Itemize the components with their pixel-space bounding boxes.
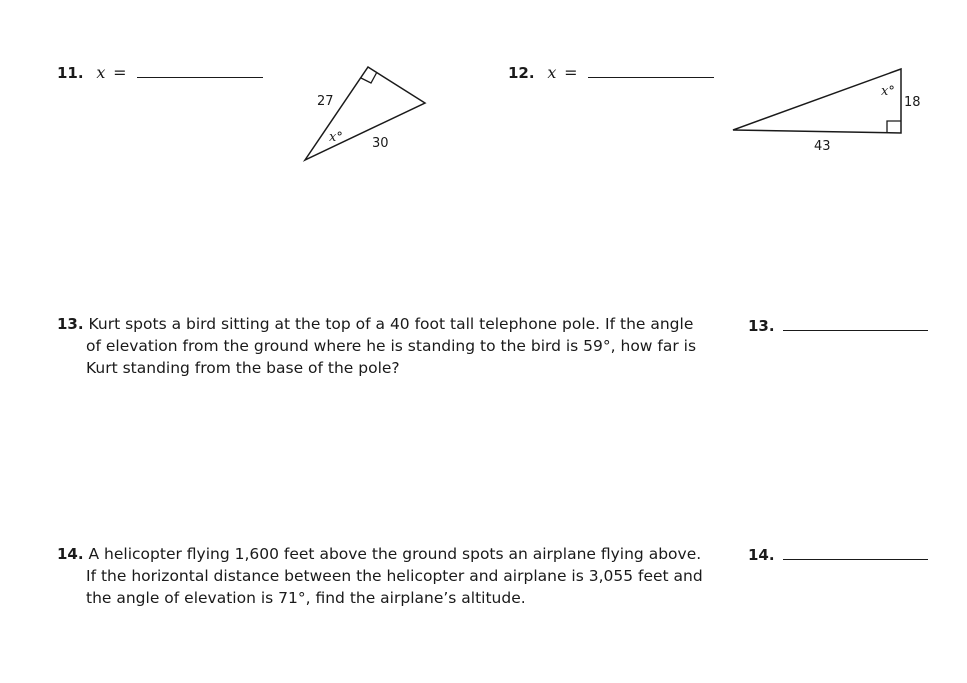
problem-12-number: 12. [508,64,535,82]
problem-11-equals: = [113,63,127,82]
problem-14-answer-label: 14. [748,546,775,564]
problem-13-text: Kurt spots a bird sitting at the top of a 40 foot tall telephone pole. If the angle of elevation from the ground where he is standing to the bird is 59°, how far is Kurt standing from the base of the pole? [86,315,697,377]
problem-13-answer-blank[interactable] [783,316,928,331]
triangle-11-angle-label: x° [329,130,343,145]
problem-12-variable: x [547,63,557,82]
triangle-12-shape [733,69,901,133]
problem-13 [57,313,706,379]
right-angle-marker-12 [887,121,901,133]
triangle-12-side-vertical: 18 [904,95,921,110]
problem-14-answer-blank[interactable] [783,545,928,560]
triangle-12-angle-label: x° [881,84,895,99]
triangle-diagram-11 [290,55,440,170]
problem-12-header [508,63,714,82]
problem-11-answer-blank[interactable] [137,63,263,78]
triangle-11-shape [305,67,425,160]
problem-13-number: 13. [57,315,84,333]
triangle-11-side-a: 27 [317,94,334,109]
triangle-11-side-b: 30 [372,136,389,151]
problem-14-answer [748,545,928,564]
problem-13-answer-label: 13. [748,317,775,335]
problem-11-number: 11. [57,64,84,82]
problem-12-answer-blank[interactable] [588,63,714,78]
problem-11-variable: x [96,63,106,82]
triangle-12-side-horizontal: 43 [814,139,831,154]
problem-14 [57,543,714,609]
problem-12-equals: = [564,63,578,82]
problem-14-number: 14. [57,545,84,563]
problem-11-header [57,63,263,82]
problem-13-answer [748,316,928,335]
triangle-diagram-12 [725,60,930,160]
problem-14-text: A helicopter flying 1,600 feet above the ground spots an airplane flying above. If the horizontal distance between the helicopter and airplane is 3,055 feet and the angle of elevation is 71°, find the airplane’s altitude. [86,545,703,607]
